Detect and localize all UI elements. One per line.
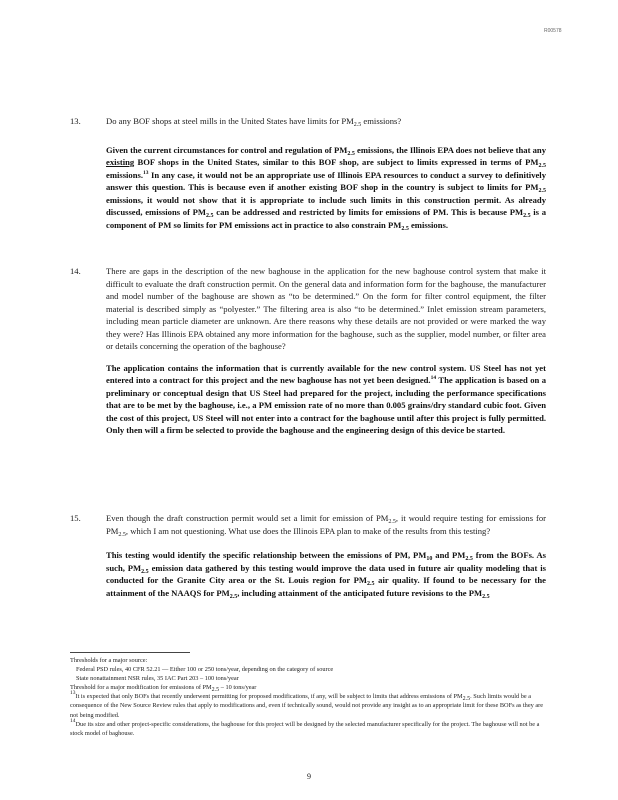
footnote-13: $^{13}$It is expected that only BOFs that recently underwent permitting for proposed modifications, if any, will be subject to limits that address emissions of $PM_{2.5}$. Such limits would be a consequence of the New Source Review rules that apply to modifications and, even if technically sound, would not provide any insight as to an appropriate limit for these BOFs as they are not being modified. [70,690,544,719]
footnote-14: $^{14}$Due its size and other project-specific considerations, the baghouse for this project will be designed by the selected manufacturer specifically for the project. The baghouse will not be a stock model of baghouse. [70,717,540,737]
question-text: Do any BOF shops at steel mills in the United States have limits for $PM_{2.5}$ emissions? [106,116,402,128]
page-number: 9 [307,772,311,781]
question-number: 14. [70,266,81,276]
page-id: R00578 [544,28,562,34]
footnotes [70,656,550,738]
answer-text: Given the current circumstances for control and regulation of $PM_{2.5}$ emissions, the Illinois EPA does not believe that any existing BOF shops in the United States, similar to this BOF shop, are subject to limits expressed in terms of $PM_{2.5}$ emissions.$^{13}$ In any case, it would not be an appropriate use of Illinois EPA resources to conduct a survey to definitively answer this question. This is because even if another existing BOF shop in the country is subject to limits for $PM_{2.5}$ emissions, it would not show that it is appropriate to include such limits in this construction permit. As already discussed, emissions of $PM_{2.5}$ can be addressed and restricted by limits for emissions of PM. This is because $PM_{2.5}$ is a component of PM so limits for PM emissions act in practice to also constrain $PM_{2.5}$ emissions. [106,144,547,232]
question-14-block [70,265,570,437]
footnote-line: Thresholds for a major source: [70,657,148,664]
footnote-line: State nonattainment NSR rules, 35 IAC Part 203 – 100 tons/year [76,675,239,683]
footnote-line: Threshold for a major modification for emissions of $PM_{2.5} - 10$ tons/year [70,684,257,694]
answer-text: This testing would identify the specific relationship between the emissions of PM, $PM_{10}$ and $PM_{2.5}$ from the BOFs. As such, $PM_{2.5}$ emission data gathered by this testing would improve the data used in future air quality modeling that is conducted for the Granite City area or the St. Louis region for $PM_{2.5}$ air quality. If found to be necessary for the attainment of the NAAQS for $PM_{2.5}$, including attainment of the anticipated future revisions to the $PM_{2.5}$ [106,550,547,600]
footnote-line: Federal PSD rules, 40 CFR 52.21 — Either 100 or 250 tons/year, depending on the category of source [76,666,334,674]
answer-text: The application contains the information that is currently available for the new control system. US Steel has not yet entered into a contract for this project and the new baghouse has not yet been designed.$^{14}$ The application is based on a preliminary or conceptual design that US Steel had prepared for the project, including the performance specifications that are to be met by the baghouse, i.e., a PM emission rate of no more than 0.005 grains/dry standard cubic foot. Given the cost of this project, US Steel will not enter into a contract for the baghouse until after this project is fully permitted. Only then will a firm be selected to provide the baghouse and the engineering design of this device be started. [106,362,546,435]
question-text: Even though the draft construction permit would set a limit for emission of $PM_{2.5}$, it would require testing for emissions for $PM_{2.5}$, which I am not questioning. What use does the Illinois EPA plan to make of the results from this testing? [106,513,546,538]
question-15-block [70,512,570,599]
footnote-separator [70,652,190,653]
question-number: 15. [70,513,81,523]
question-13-block [70,115,570,231]
question-number: 13. [70,116,81,126]
question-text: There are gaps in the description of the new baghouse in the application for the new baghouse control system that make it difficult to evaluate the draft construction permit. On the general data and information form for the baghouse, the manufacturer and model number of the baghouse are shown as “to be determined.” On the form for filter control equipment, the filter material is described simply as “polyester.” The filtering area is also “to be determined.” Inlet emission stream parameters, including mean particle diameter are unknown. Are there reasons why these details are not provided or were marked the way they were? Has Illinois EPA obtained any more information for the baghouse, such as the supplier, model number, or filter area or details concerning the operation of the baghouse? [106,266,546,351]
